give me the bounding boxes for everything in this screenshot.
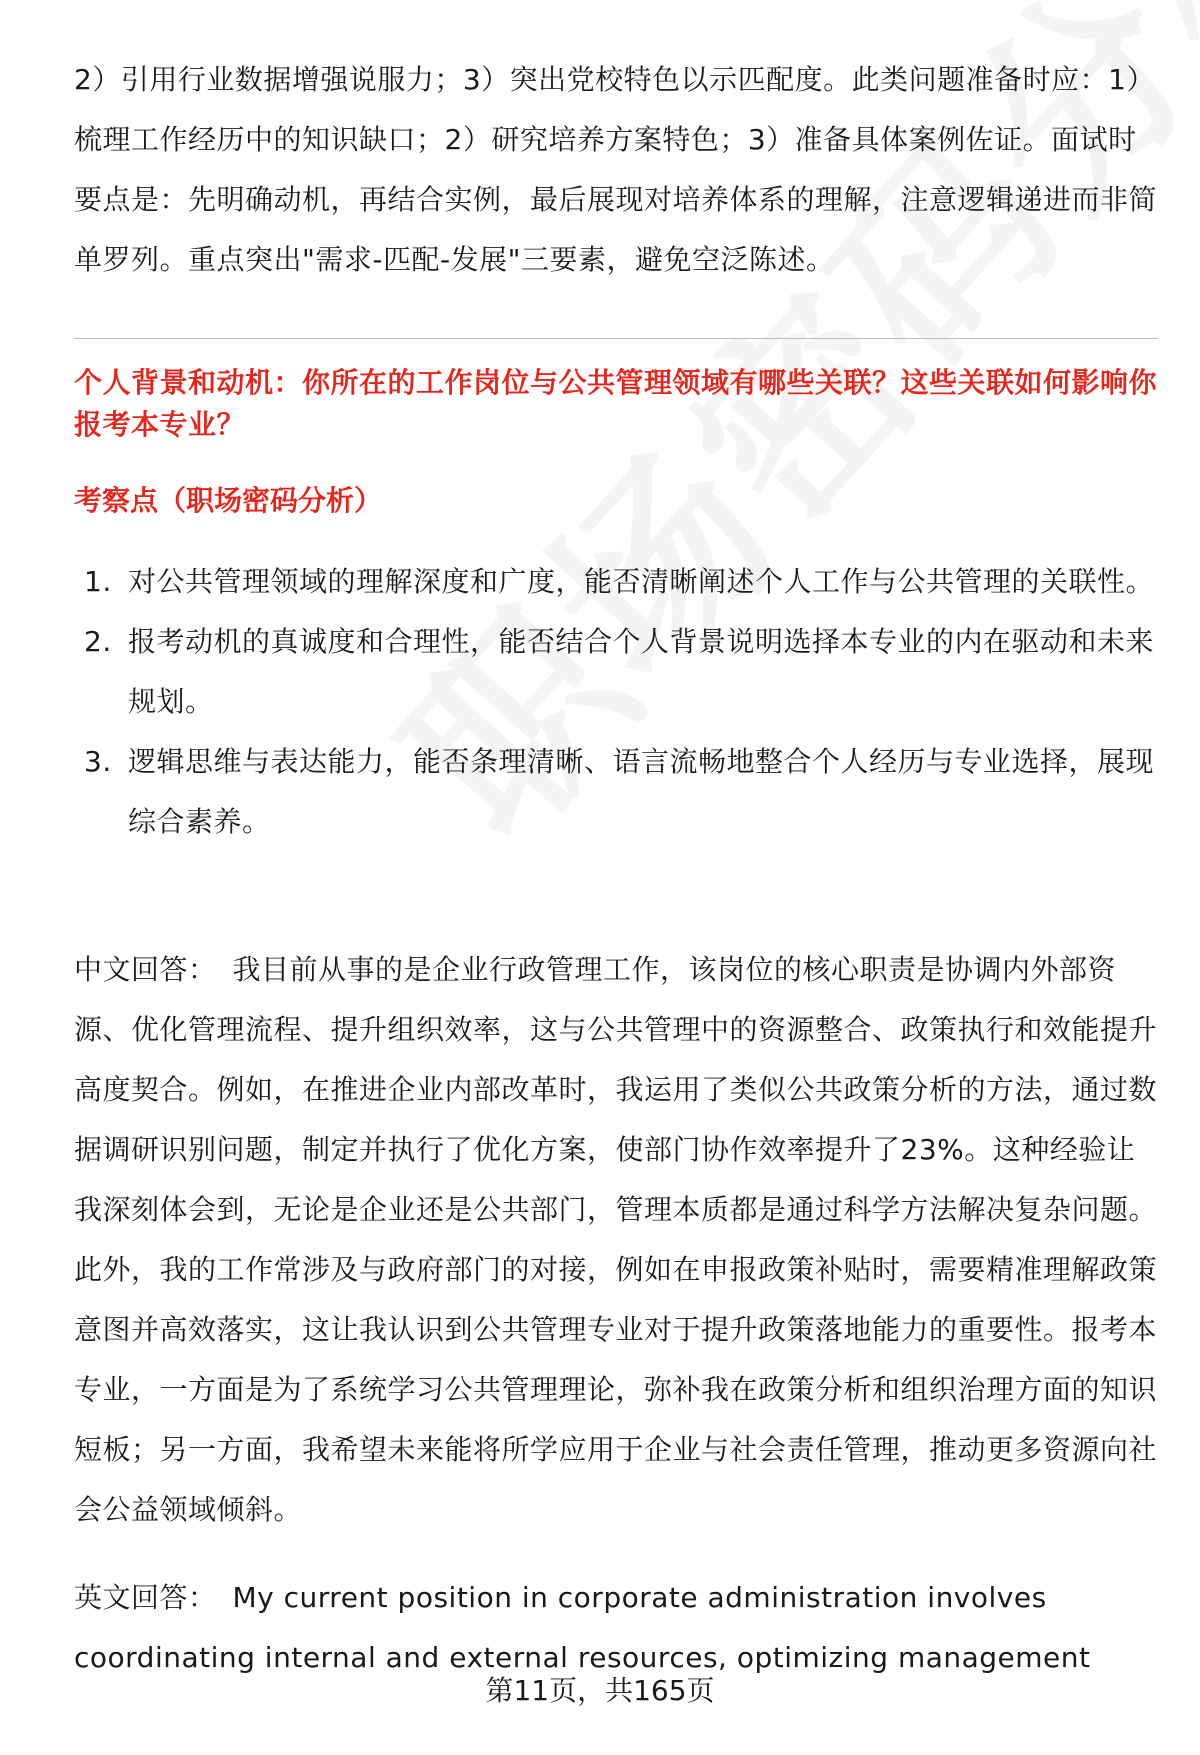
intro-paragraph: 2）引用行业数据增强说服力；3）突出党校特色以示匹配度。此类问题准备时应：1）梳理工作经历中的知识缺口；2）研究培养方案特色；3）准备具体案例佐证。面试时要点是：先明确动机，再结合实例，最后展现对培养体系的理解，注意逻辑递进而非简单罗列。重点突出"需求-匹配-发展"三要素，避免空泛陈述。 xyxy=(74,63,1158,276)
evaluation-points-list xyxy=(74,552,1160,852)
question-heading: 个人背景和动机：你所在的工作岗位与公共管理领域有哪些关联？这些关联如何影响你报考本专业？ xyxy=(74,366,1158,441)
page-number: 第11页，共165页 xyxy=(485,1674,715,1707)
list-item-number: 2. xyxy=(84,625,112,658)
list-item-text: 报考动机的真诚度和合理性，能否结合个人背景说明选择本专业的内在驱动和未来规划。 xyxy=(128,625,1155,718)
chinese-answer xyxy=(74,940,1160,1540)
list-item xyxy=(74,612,1160,732)
list-item-number: 3. xyxy=(84,745,112,778)
chinese-answer-text: 我目前从事的是企业行政管理工作，该岗位的核心职责是协调内外部资源、优化管理流程、提升组织效率，这与公共管理中的资源整合、政策执行和效能提升高度契合。例如，在推进企业内部改革时，我运用了类似公共政策分析的方法，通过数据调研识别问题，制定并执行了优化方案，使部门协作效率提升了23%。这种经验让我深刻体会到，无论是企业还是公共部门，管理本质都是通过科学方法解决复杂问题。此外，我的工作常涉及与政府部门的对接，例如在申报政策补贴时，需要精准理解政策意图并高效落实，这让我认识到公共管理专业对于提升政策落地能力的重要性。报考本专业，一方面是为了系统学习公共管理理论，弥补我在政策分析和组织治理方面的知识短板；另一方面，我希望未来能将所学应用于企业与社会责任管理，推动更多资源向社会公益领域倾斜。 xyxy=(74,953,1158,1526)
english-answer-text: My current position in corporate administration involves coordinating internal and external resources, optimizing management xyxy=(74,1581,1091,1674)
english-answer-label: 英文回答： xyxy=(74,1581,217,1614)
section-divider xyxy=(74,338,1158,339)
chinese-answer-label: 中文回答： xyxy=(74,953,217,986)
list-item xyxy=(74,552,1160,612)
list-item-number: 1. xyxy=(84,565,112,598)
list-item xyxy=(74,732,1160,852)
list-item-text: 逻辑思维与表达能力，能否条理清晰、语言流畅地整合个人经历与专业选择，展现综合素养。 xyxy=(128,745,1155,838)
list-item-text: 对公共管理领域的理解深度和广度，能否清晰阐述个人工作与公共管理的关联性。 xyxy=(128,565,1155,598)
points-title: 考察点（职场密码分析） xyxy=(74,484,383,517)
